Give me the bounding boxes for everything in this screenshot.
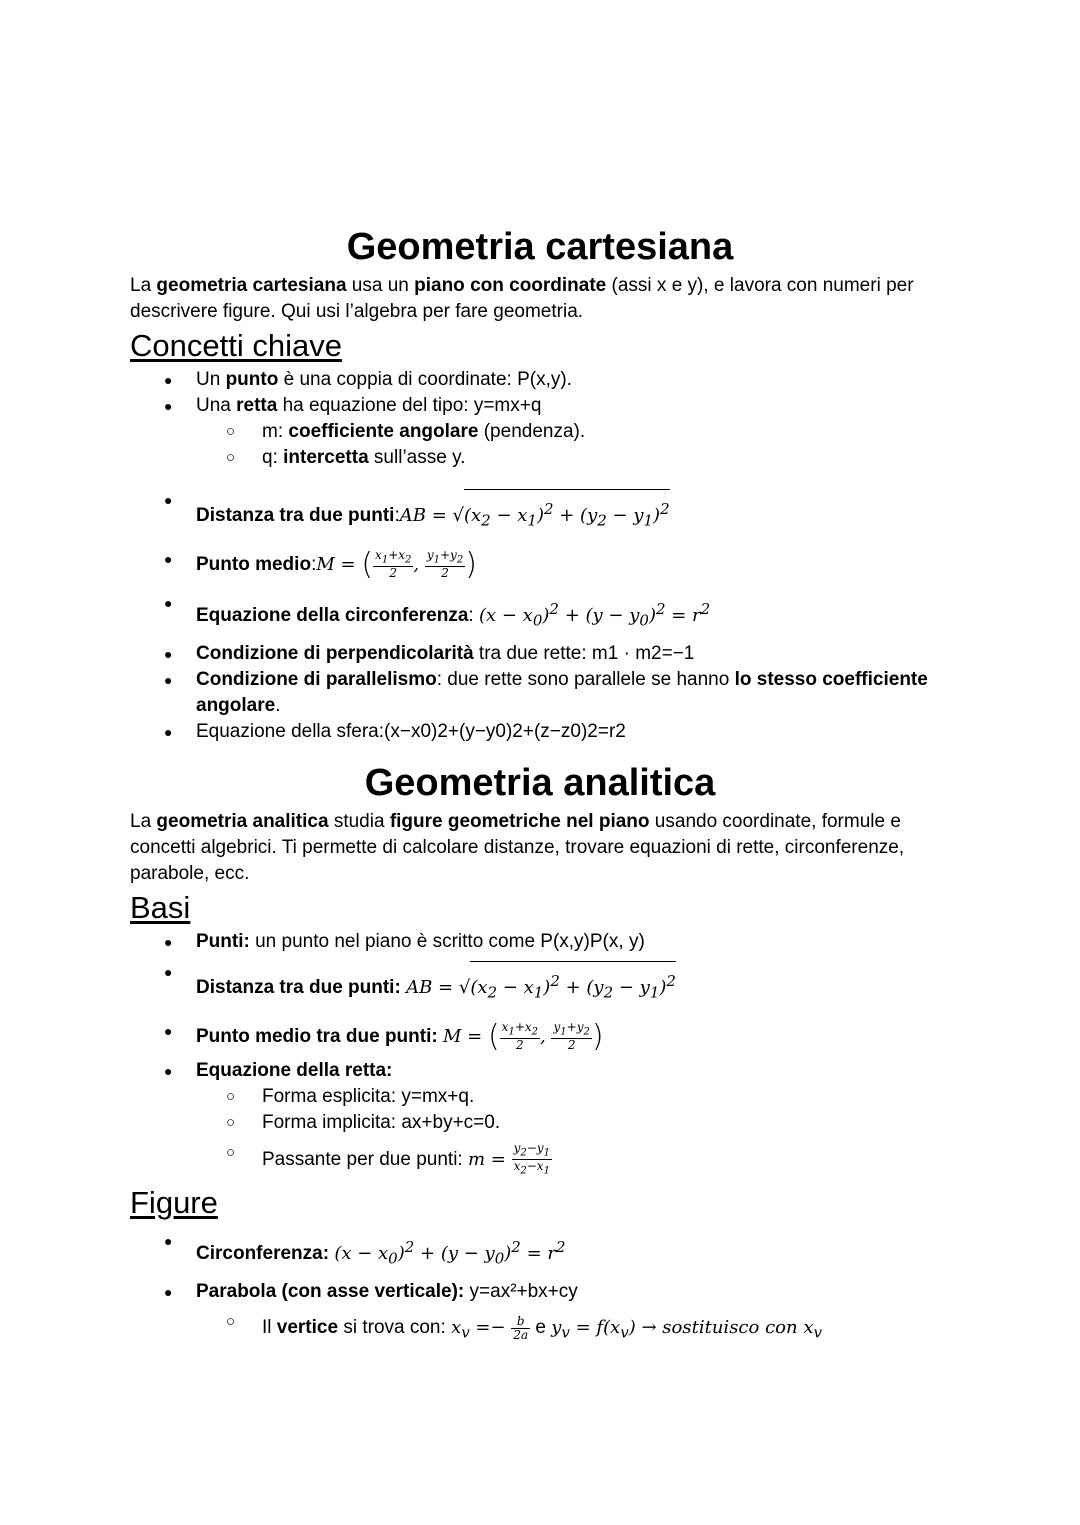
list-item: ○ Forma esplicita: y=mx+q. [196,1084,950,1110]
intro-analitica: La geometria analitica studia figure geometriche nel piano usando coordinate, formule e concetti algebrici. Ti permette di calcolare distanze, trovare equazioni di rette, circonferenze, parabole, ecc. [130,811,905,885]
circle-formula: $(x - x_0)^2 + (y - y_0)^2 = r^2$ [478,599,711,630]
list-item: ● Punto medio tra due punti: M = ( $\frac{x_1+x_2}{2}$ , $\frac{y_1+y_2}{2}$ ) [130,1014,950,1058]
subtitle-figure: Figure [130,1184,218,1220]
concepts-list [130,367,950,471]
sub-list [196,1305,950,1354]
vertex-y-formula: $y_v = f(x_v)$ [551,1317,636,1342]
list-item: ● Equazione della sfera:(x−x0)2+(y−y0)2+(z−z0)2=r2 [130,719,950,745]
list-item: ● Un punto è una coppia di coordinate: P(x,y). [130,367,950,393]
subtitle-concetti-chiave: Concetti chiave [130,328,342,363]
midpoint-formula: M = ( $\frac{x_1+x_2}{2}$ , $\frac{y_1+y_2}{2}$ ) [442,1018,604,1054]
vertex-x-formula: $x_v$ =− $\frac{b}{2a}$ [451,1313,529,1342]
list-item: ● Circonferenza: $(x - x_0)^2 + (y - y_0)^2 = r^2$ [130,1224,950,1280]
figure-list [130,1224,950,1354]
circle-formula: $(x - x_0)^2 + (y - y_0)^2 = r^2$ [334,1237,566,1268]
list-item: ● Parabola (con asse verticale): y=ax²+bx+cy ○ Il vertice si trova con: $x_v$ =− $\frac{b}{2a}$ e $y_v = f(x_v)$ → sostituisco con $x_v$ [130,1279,950,1354]
list-item: ● Punto medio:M = ( $\frac{x_1+x_2}{2}$ , $\frac{y_1+y_2}{2}$ ) [130,542,950,586]
sub-list [196,1084,950,1182]
section-title-cartesiana: Geometria cartesiana [346,226,734,268]
distance-formula: AB = $√(x_2 - x_1)^2 + (y_2 - y_1)^2$ [406,977,676,998]
list-item: ● Equazione della retta: ○ Forma esplicita: y=mx+q. ○ Forma implicita: ax+by+c=0. ○ Passante per due punti: m = $\frac{y_2-y_1}{x_2-x_1}$ [130,1058,950,1182]
document-page [130,225,950,1354]
list-item: ● Condizione di perpendicolarità tra due rette: m1 · m2=−1 [130,641,950,667]
sub-list [196,419,950,471]
list-item: ○ m: coefficiente angolare (pendenza). [196,419,950,445]
subtitle-basi: Basi [130,890,191,926]
intro-cartesiana: La geometria cartesiana usa un piano con coordinate (assi x e y), e lavora con numeri per descrivere figure. Qui usi l’algebra per fare geometria. [130,275,914,322]
distance-formula: AB = $√(x_2 - x_1)^2 + (y_2 - y_1)^2$ [400,505,670,526]
basi-list [130,929,950,1181]
list-item: ● Distanza tra due punti:AB = $√(x_2 - x_1)^2 + (y_2 - y_1)^2$ [130,483,950,542]
list-item: ○ Passante per due punti: m = $\frac{y_2-y_1}{x_2-x_1}$ [196,1136,950,1182]
list-item: ● Equazione della circonferenza: $(x - x_0)^2 + (y - y_0)^2 = r^2$ [130,586,950,642]
list-item: ● Punti: un punto nel piano è scritto come P(x,y)P(x, y) [130,929,950,955]
list-item: ○ q: intercetta sull’asse y. [196,445,950,471]
formulas-list [130,483,950,745]
list-item: ● Una retta ha equazione del tipo: y=mx+q ○ m: coefficiente angolare (pendenza). ○ q: intercetta sull’asse y. [130,393,950,471]
list-item: ○ Il vertice si trova con: $x_v$ =− $\frac{b}{2a}$ e $y_v = f(x_v)$ → sostituisco con $x_v$ [196,1305,950,1354]
list-item: ○ Forma implicita: ax+by+c=0. [196,1110,950,1136]
slope-formula: m = $\frac{y_2-y_1}{x_2-x_1}$ [467,1140,550,1177]
list-item: ● Distanza tra due punti: AB = $√(x_2 - x_1)^2 + (y_2 - y_1)^2$ [130,955,950,1014]
section-title-analitica: Geometria analitica [364,762,716,805]
midpoint-formula: M = ( $\frac{x_1+x_2}{2}$ , $\frac{y_1+y_2}{2}$ ) [316,546,477,582]
list-item: ● Condizione di parallelismo: due rette sono parallele se hanno lo stesso coefficiente angolare. [130,667,950,719]
